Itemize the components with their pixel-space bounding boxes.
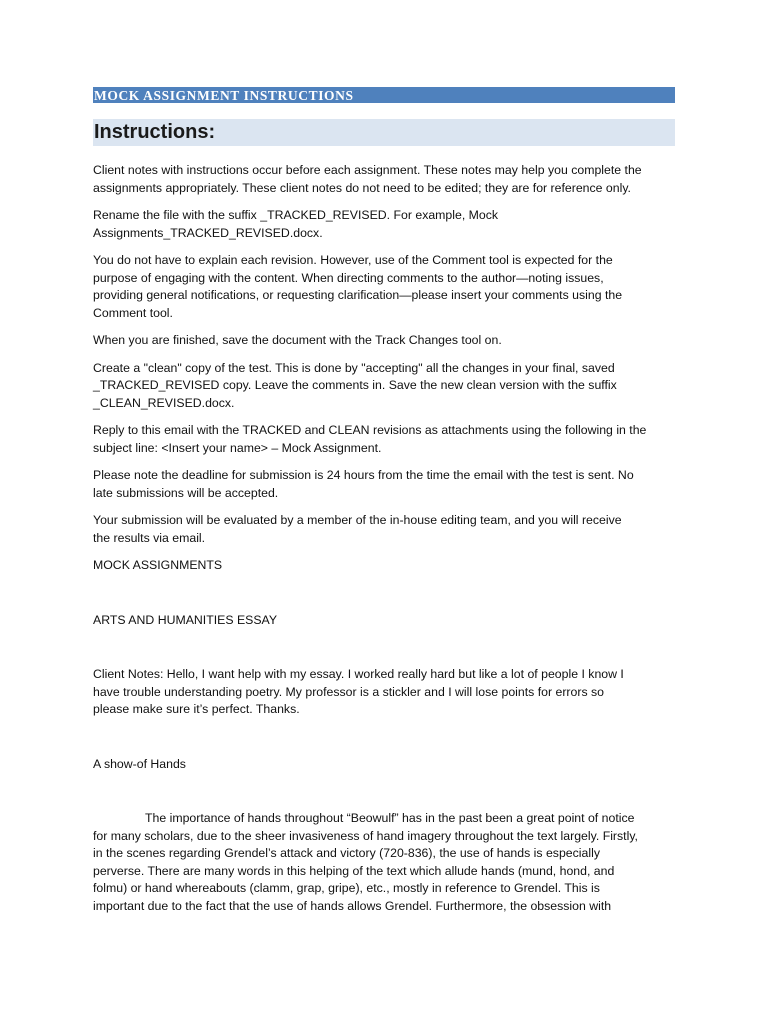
paragraph-rename-file (93, 207, 675, 242)
text-line: assignments appropriately. These client notes do not need to be edited; they are for reference only. (93, 180, 631, 195)
mock-assignments-label (93, 557, 675, 575)
text-line: providing general notifications, or requesting clarification—please insert your comments using the (93, 288, 623, 302)
essay-section-label (93, 612, 675, 630)
essay-body-paragraph (93, 810, 675, 915)
text-line: _CLEAN_REVISED.docx. (93, 395, 235, 410)
text-line: have trouble understanding poetry. My professor is a stickler and I will lose points for errors so (93, 684, 605, 699)
text-line: Create a "clean" copy of the test. This is done by "accepting" all the changes in your final, saved (93, 360, 615, 375)
instructions-heading: Instructions: (93, 119, 675, 146)
section-banner: MOCK ASSIGNMENT INSTRUCTIONS (93, 87, 675, 103)
text-line: You do not have to explain each revision. However, use of the Comment tool is expected for the (93, 253, 613, 267)
text-line: Rename the file with the suffix _TRACKED_REVISED. For example, Mock (93, 208, 499, 222)
text-line: for many scholars, due to the sheer invasiveness of hand imagery throughout the text largely. Firstly, (93, 828, 638, 843)
paragraph-client-notes (93, 666, 675, 719)
essay-title (93, 756, 675, 774)
paragraph-evaluation (93, 512, 675, 547)
text-line: important due to the fact that the use of hands allows Grendel. Furthermore, the obsession with (93, 898, 612, 913)
text-line: subject line: <Insert your name> – Mock Assignment. (93, 440, 382, 455)
text-line: Assignments_TRACKED_REVISED.docx. (93, 225, 323, 240)
text-line: ARTS AND HUMANITIES ESSAY (93, 612, 278, 627)
text-line: in the scenes regarding Grendel’s attack and victory (720-836), the use of hands is especially (93, 846, 600, 860)
text-line: Reply to this email with the TRACKED and CLEAN revisions as attachments using the following in the (93, 423, 647, 437)
document-page (93, 87, 675, 915)
text-line: please make sure it’s perfect. Thanks. (93, 702, 300, 716)
text-line: Client Notes: Hello, I want help with my essay. I worked really hard but like a lot of people I know I (93, 667, 624, 681)
paragraph-clean-copy (93, 360, 675, 413)
paragraph-client-notes-intro (93, 162, 675, 197)
text-line: MOCK ASSIGNMENTS (93, 558, 223, 572)
paragraph-track-changes (93, 332, 675, 350)
text-line: Comment tool. (93, 305, 173, 320)
text-line: Please note the deadline for submission is 24 hours from the time the email with the test is sent. No (93, 468, 634, 482)
text-line: purpose of engaging with the content. When directing comments to the author—noting issues, (93, 270, 604, 285)
text-line: The importance of hands throughout “Beowulf” has in the past been a great point of notice (145, 811, 635, 825)
paragraph-deadline (93, 467, 675, 502)
text-line: the results via email. (93, 530, 206, 545)
text-line: Client notes with instructions occur before each assignment. These notes may help you complete the (93, 163, 642, 177)
text-line: folmu) or hand whereabouts (clamm, grap, gripe), etc., mostly in reference to Grendel. This is (93, 881, 600, 895)
text-line: A show-of Hands (93, 756, 186, 771)
text-line: Your submission will be evaluated by a member of the in-house editing team, and you will receive (93, 513, 622, 527)
text-line: When you are finished, save the document with the Track Changes tool on. (93, 333, 502, 347)
paragraph-reply-email (93, 422, 675, 457)
text-line: late submissions will be accepted. (93, 485, 279, 500)
paragraph-comment-tool (93, 252, 675, 322)
text-line: perverse. There are many words in this helping of the text which allude hands (mund, hond, and (93, 863, 615, 878)
text-line: _TRACKED_REVISED copy. Leave the comments in. Save the new clean version with the suffix (93, 378, 617, 392)
